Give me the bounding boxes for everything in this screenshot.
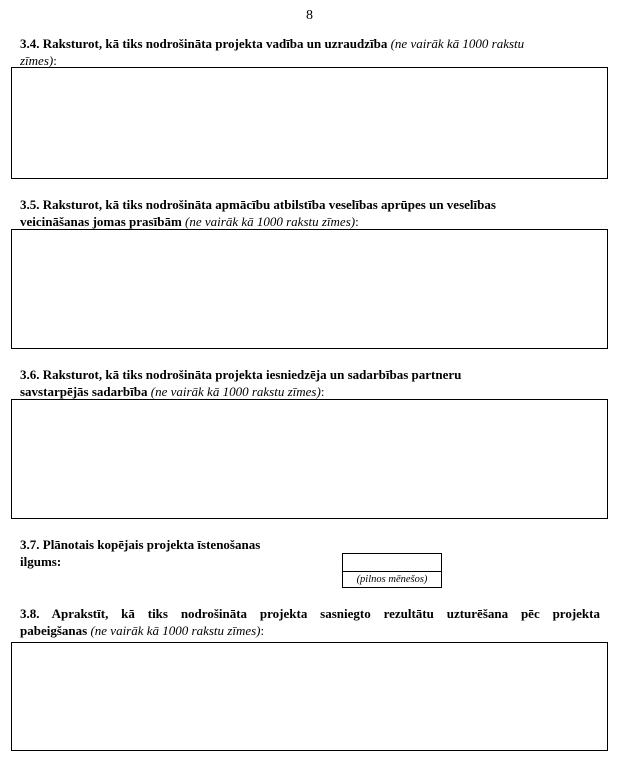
colon: :	[320, 383, 325, 399]
colon: :	[53, 52, 57, 68]
section-3-5-textarea[interactable]	[11, 229, 608, 349]
heading-text-cont: pabeigšanas	[20, 622, 88, 638]
char-limit-note: (ne vairāk kā 1000 rakstu	[390, 36, 525, 51]
heading-text: 3.8. Aprakstīt, kā tiks nodrošināta projekta sasniegto rezultātu uzturēšana pēc projekta	[20, 606, 600, 621]
heading-text-cont: savstarpējās sadarbība	[20, 383, 148, 399]
section-3-4-heading	[20, 36, 524, 69]
colon: :	[355, 213, 359, 229]
heading-text-cont: ilgums:	[20, 553, 62, 569]
char-limit-note: (ne vairāk kā 1000 rakstu zīmes)	[185, 213, 356, 229]
duration-field	[342, 553, 442, 588]
section-3-8-textarea[interactable]	[11, 642, 608, 751]
section-3-6-textarea[interactable]	[11, 399, 608, 519]
heading-text: 3.4. Raksturot, kā tiks nodrošināta projekta vadība un uzraudzība	[20, 36, 388, 51]
colon: :	[260, 622, 265, 638]
heading-text: 3.5. Raksturot, kā tiks nodrošināta apmācību atbilstība veselības aprūpes un veselības	[20, 197, 496, 212]
heading-text: 3.6. Raksturot, kā tiks nodrošināta projekta iesniedzēja un sadarbības partneru	[20, 367, 462, 382]
page-number: 8	[306, 8, 313, 23]
duration-input[interactable]	[343, 554, 441, 572]
section-3-8-heading	[20, 606, 600, 639]
char-limit-note-cont: zīmes)	[20, 52, 54, 68]
duration-unit-label: (pilnos mēnešos)	[356, 574, 428, 585]
char-limit-note: (ne vairāk kā 1000 rakstu zīmes)	[90, 622, 261, 638]
heading-text: 3.7. Plānotais kopējais projekta īstenošanas	[20, 537, 261, 552]
section-3-4-textarea[interactable]	[11, 67, 608, 179]
section-3-5-heading	[20, 197, 496, 230]
section-3-7-heading	[20, 537, 260, 570]
heading-text-cont: veicināšanas jomas prasībām	[20, 213, 182, 229]
section-3-6-heading	[20, 367, 461, 400]
char-limit-note: (ne vairāk kā 1000 rakstu zīmes)	[150, 383, 321, 399]
